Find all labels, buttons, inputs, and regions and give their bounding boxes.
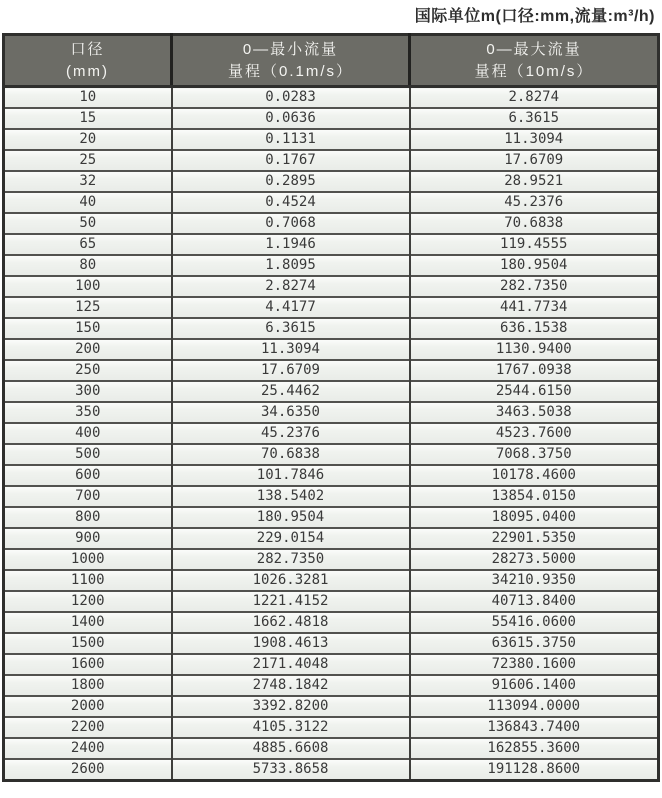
- cell-min-flow: 0.2895: [172, 171, 410, 192]
- header-min-flow: [172, 35, 410, 87]
- table-row: [4, 549, 659, 570]
- table-row: [4, 465, 659, 486]
- cell-diameter: 15: [4, 108, 172, 129]
- cell-max-flow: 119.4555: [410, 234, 659, 255]
- table-row: [4, 87, 659, 109]
- table-row: [4, 507, 659, 528]
- table-row: [4, 360, 659, 381]
- table-row: [4, 570, 659, 591]
- page-title: 国际单位m(口径:mm,流量:m³/h): [414, 8, 655, 25]
- header-diameter-line2: (mm): [66, 62, 109, 80]
- header-min-flow-line2: 量程（0.1m/s）: [227, 62, 353, 80]
- cell-diameter: 20: [4, 129, 172, 150]
- cell-max-flow: 40713.8400: [410, 591, 659, 612]
- cell-max-flow: 282.7350: [410, 276, 659, 297]
- cell-diameter: 1600: [4, 654, 172, 675]
- table-row: [4, 759, 659, 781]
- table-row: [4, 528, 659, 549]
- cell-min-flow: 11.3094: [172, 339, 410, 360]
- cell-diameter: 2000: [4, 696, 172, 717]
- table-row: [4, 381, 659, 402]
- cell-min-flow: 34.6350: [172, 402, 410, 423]
- cell-min-flow: 0.4524: [172, 192, 410, 213]
- cell-diameter: 200: [4, 339, 172, 360]
- cell-max-flow: 13854.0150: [410, 486, 659, 507]
- cell-diameter: 50: [4, 213, 172, 234]
- table-row: [4, 402, 659, 423]
- cell-max-flow: 63615.3750: [410, 633, 659, 654]
- cell-max-flow: 72380.1600: [410, 654, 659, 675]
- table-row: [4, 129, 659, 150]
- table-row: [4, 717, 659, 738]
- cell-diameter: 900: [4, 528, 172, 549]
- table-row: [4, 297, 659, 318]
- table-row: [4, 234, 659, 255]
- cell-max-flow: 28.9521: [410, 171, 659, 192]
- header-max-flow: [410, 35, 659, 87]
- cell-min-flow: 70.6838: [172, 444, 410, 465]
- cell-max-flow: 28273.5000: [410, 549, 659, 570]
- cell-min-flow: 2171.4048: [172, 654, 410, 675]
- cell-min-flow: 1.8095: [172, 255, 410, 276]
- cell-diameter: 32: [4, 171, 172, 192]
- cell-min-flow: 2.8274: [172, 276, 410, 297]
- cell-diameter: 40: [4, 192, 172, 213]
- cell-diameter: 100: [4, 276, 172, 297]
- table-row: [4, 213, 659, 234]
- cell-max-flow: 136843.7400: [410, 717, 659, 738]
- cell-min-flow: 1.1946: [172, 234, 410, 255]
- table-body: [4, 87, 659, 781]
- cell-min-flow: 1662.4818: [172, 612, 410, 633]
- table-header: [4, 35, 659, 87]
- table-row: [4, 738, 659, 759]
- cell-max-flow: 2.8274: [410, 87, 659, 109]
- cell-max-flow: 91606.1400: [410, 675, 659, 696]
- cell-min-flow: 0.7068: [172, 213, 410, 234]
- header-row: [4, 35, 659, 87]
- cell-min-flow: 138.5402: [172, 486, 410, 507]
- cell-min-flow: 17.6709: [172, 360, 410, 381]
- cell-max-flow: 2544.6150: [410, 381, 659, 402]
- cell-max-flow: 6.3615: [410, 108, 659, 129]
- header-diameter-line1: 口径: [70, 40, 105, 58]
- cell-diameter: 25: [4, 150, 172, 171]
- cell-diameter: 1400: [4, 612, 172, 633]
- table-row: [4, 192, 659, 213]
- cell-max-flow: 10178.4600: [410, 465, 659, 486]
- cell-diameter: 2200: [4, 717, 172, 738]
- cell-min-flow: 45.2376: [172, 423, 410, 444]
- table-row: [4, 423, 659, 444]
- table-row: [4, 612, 659, 633]
- table-row: [4, 108, 659, 129]
- table-row: [4, 444, 659, 465]
- cell-min-flow: 2748.1842: [172, 675, 410, 696]
- cell-diameter: 1200: [4, 591, 172, 612]
- cell-diameter: 80: [4, 255, 172, 276]
- cell-max-flow: 22901.5350: [410, 528, 659, 549]
- cell-max-flow: 636.1538: [410, 318, 659, 339]
- cell-max-flow: 45.2376: [410, 192, 659, 213]
- cell-diameter: 1800: [4, 675, 172, 696]
- cell-max-flow: 4523.7600: [410, 423, 659, 444]
- cell-min-flow: 229.0154: [172, 528, 410, 549]
- cell-min-flow: 4105.3122: [172, 717, 410, 738]
- cell-diameter: 400: [4, 423, 172, 444]
- cell-diameter: 350: [4, 402, 172, 423]
- header-max-flow-line1: 0—最大流量: [486, 40, 582, 58]
- cell-min-flow: 101.7846: [172, 465, 410, 486]
- cell-diameter: 2400: [4, 738, 172, 759]
- cell-diameter: 1000: [4, 549, 172, 570]
- cell-min-flow: 4885.6608: [172, 738, 410, 759]
- cell-diameter: 600: [4, 465, 172, 486]
- cell-min-flow: 180.9504: [172, 507, 410, 528]
- cell-max-flow: 1130.9400: [410, 339, 659, 360]
- cell-min-flow: 1908.4613: [172, 633, 410, 654]
- table-row: [4, 654, 659, 675]
- cell-diameter: 250: [4, 360, 172, 381]
- cell-diameter: 125: [4, 297, 172, 318]
- flow-range-table: [2, 33, 660, 782]
- cell-min-flow: 282.7350: [172, 549, 410, 570]
- cell-min-flow: 0.1131: [172, 129, 410, 150]
- cell-max-flow: 55416.0600: [410, 612, 659, 633]
- cell-diameter: 10: [4, 87, 172, 109]
- cell-min-flow: 5733.8658: [172, 759, 410, 781]
- cell-diameter: 1500: [4, 633, 172, 654]
- cell-diameter: 150: [4, 318, 172, 339]
- cell-max-flow: 3463.5038: [410, 402, 659, 423]
- table-row: [4, 675, 659, 696]
- cell-diameter: 300: [4, 381, 172, 402]
- cell-max-flow: 17.6709: [410, 150, 659, 171]
- cell-diameter: 1100: [4, 570, 172, 591]
- header-max-flow-line2: 量程（10m/s）: [474, 62, 594, 80]
- table-row: [4, 276, 659, 297]
- header-diameter: [4, 35, 172, 87]
- cell-max-flow: 11.3094: [410, 129, 659, 150]
- cell-min-flow: 25.4462: [172, 381, 410, 402]
- table-row: [4, 171, 659, 192]
- cell-min-flow: 0.1767: [172, 150, 410, 171]
- table-row: [4, 339, 659, 360]
- cell-min-flow: 1221.4152: [172, 591, 410, 612]
- cell-diameter: 700: [4, 486, 172, 507]
- cell-min-flow: 4.4177: [172, 297, 410, 318]
- table-row: [4, 696, 659, 717]
- cell-max-flow: 18095.0400: [410, 507, 659, 528]
- table-row: [4, 318, 659, 339]
- table-row: [4, 591, 659, 612]
- cell-min-flow: 0.0636: [172, 108, 410, 129]
- table-row: [4, 633, 659, 654]
- cell-max-flow: 180.9504: [410, 255, 659, 276]
- cell-max-flow: 441.7734: [410, 297, 659, 318]
- table-row: [4, 486, 659, 507]
- table-row: [4, 150, 659, 171]
- cell-diameter: 500: [4, 444, 172, 465]
- cell-max-flow: 70.6838: [410, 213, 659, 234]
- cell-max-flow: 1767.0938: [410, 360, 659, 381]
- cell-diameter: 2600: [4, 759, 172, 781]
- table-row: [4, 255, 659, 276]
- cell-diameter: 800: [4, 507, 172, 528]
- cell-max-flow: 7068.3750: [410, 444, 659, 465]
- cell-max-flow: 34210.9350: [410, 570, 659, 591]
- cell-min-flow: 1026.3281: [172, 570, 410, 591]
- cell-max-flow: 162855.3600: [410, 738, 659, 759]
- cell-diameter: 65: [4, 234, 172, 255]
- cell-max-flow: 191128.8600: [410, 759, 659, 781]
- header-min-flow-line1: 0—最小流量: [242, 40, 339, 58]
- cell-min-flow: 0.0283: [172, 87, 410, 109]
- cell-min-flow: 6.3615: [172, 318, 410, 339]
- cell-max-flow: 113094.0000: [410, 696, 659, 717]
- cell-min-flow: 3392.8200: [172, 696, 410, 717]
